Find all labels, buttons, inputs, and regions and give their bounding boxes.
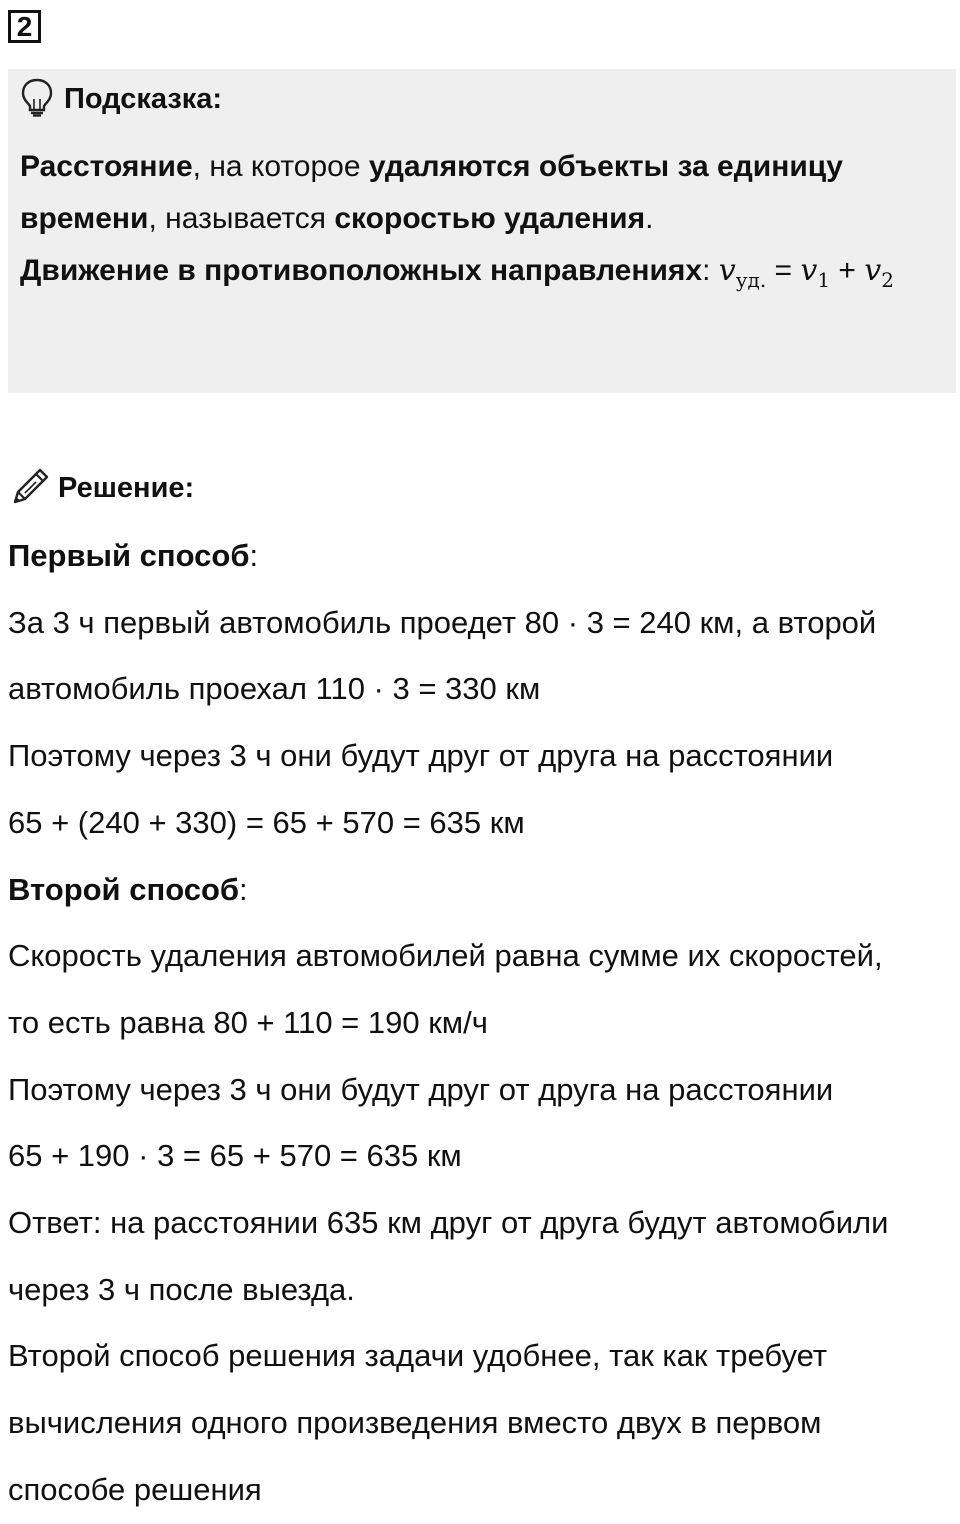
method1-line: Поэтому через 3 ч они будут друг от друга на расстоянии: [8, 738, 834, 774]
task-number: 2: [8, 10, 41, 43]
hint-body: [20, 141, 940, 306]
hint-text: , называется: [148, 202, 335, 235]
method2-line: то есть равна 80 + 110 = 190 км/ч: [8, 1004, 488, 1040]
method2-line: 65 + 190 · 3 = 65 + 570 = 635 км: [8, 1138, 462, 1174]
answer-line: через 3 ч после выезда.: [8, 1271, 355, 1307]
hint-term-opposite-motion: Движение в противоположных направлениях: [20, 254, 703, 287]
formula-equals: =: [766, 254, 801, 287]
method1-line: 65 + (240 + 330) = 65 + 570 = 635 км: [8, 804, 525, 840]
answer-line: Ответ: на расстоянии 635 км друг от друга будут автомобили: [8, 1205, 889, 1241]
method-colon: :: [239, 871, 248, 907]
formula-symbol: v: [864, 253, 882, 288]
formula-v1: [800, 253, 831, 292]
note-line: Второй способ решения задачи удобнее, так как требует: [8, 1338, 828, 1374]
hint-title: Подсказка:: [64, 82, 223, 115]
method2-label: Второй способ: [8, 871, 240, 907]
hint-text: .: [645, 202, 654, 235]
method1-heading: [8, 523, 958, 590]
formula-v2: [864, 253, 894, 292]
method1-line: автомобиль проехал 110 · 3 = 330 км: [8, 671, 541, 707]
hint-paragraph-definition: [20, 141, 940, 245]
formula-plus: +: [830, 254, 865, 287]
solution-header: [10, 464, 194, 512]
formula-subscript: уд.: [735, 268, 767, 292]
hint-term-objects: удаляются объекты за единицу времени: [20, 150, 843, 235]
formula-symbol: v: [800, 253, 818, 288]
note-line: способе решения: [8, 1471, 262, 1507]
formula-symbol: v: [718, 253, 736, 288]
hint-text: , на которое: [192, 150, 369, 183]
hint-text: :: [702, 254, 719, 287]
hint-paragraph-formula: [20, 245, 940, 306]
pencil-icon: [10, 465, 52, 512]
method2-line: Поэтому через 3 ч они будут друг от друга на расстоянии: [8, 1071, 834, 1107]
method1-label: Первый способ: [8, 538, 250, 573]
solution-body: [8, 523, 958, 1524]
formula-v-ud: [718, 253, 767, 292]
method2-heading: [8, 857, 958, 924]
method2-line: Скорость удаления автомобилей равна сумме их скоростей,: [8, 938, 883, 974]
hint-term-distance: Расстояние: [20, 150, 193, 183]
formula-subscript: 1: [817, 268, 831, 292]
note-line: вычисления одного произведения вместо двух в первом: [8, 1405, 822, 1441]
lightbulb-icon: [20, 77, 54, 122]
method-colon: :: [249, 538, 259, 573]
hint-header: [20, 79, 222, 119]
hint-term-speed: скоростью удаления: [334, 202, 646, 235]
hint-box: [8, 69, 956, 393]
method1-line: За 3 ч первый автомобиль проедет 80 · 3 = 240 км, а второй: [8, 604, 877, 640]
solution-title: Решение:: [58, 471, 195, 504]
formula-subscript: 2: [881, 268, 894, 292]
